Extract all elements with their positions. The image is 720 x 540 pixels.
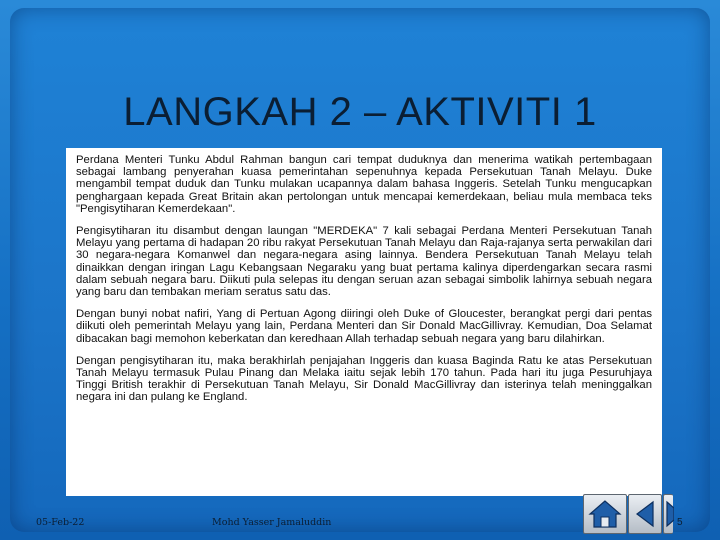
triangle-left-icon bbox=[629, 495, 661, 533]
paragraph-2: Pengisytiharan itu disambut dengan laungan "MERDEKA" 7 kali sebagai Perdana Menteri Persekutuan Tanah Melayu yang pertama di hadapan 20 ribu rakyat Persekutuan Tanah Melayu dan Raja-rajanya serta perwakilan dari 30 negara-negara Komanwel dan negara-negara asing lainnya. Bendera Persekutuan Tanah Melayu telah dinaikkan dengan iringan Lagu Kebangsaan Negaraku yang buat pertama kalinya diperdengarkan secara rasmi dalam sebuah negara baru. Diikuti pula selepas itu dengan seruan azan sebagai simbolik lahirnya sebuah negara yang baru dan tembakan meriam seratus satu das. bbox=[76, 225, 652, 299]
page-number: 5 bbox=[677, 517, 683, 528]
slide-title: LANGKAH 2 – AKTIVITI 1 bbox=[123, 90, 597, 134]
home-icon bbox=[584, 495, 626, 533]
paragraph-1: Perdana Menteri Tunku Abdul Rahman bangun cari tempat duduknya dan menerima watikah pertembagaan sebagai lambang penyerahan kuasa pemerintahan sepenuhnya kepada Persekutuan Tanah Melayu. Duke mengambil tempat duduk dan Tunku mulakan ucapannya dalam bahasa Inggeris. Setelah Tunku mengucapkan penghargaan kepada Great Britain akan pertolongan untuk mencapai kemerdekaan, beliau mula membaca teks "Pengisytiharan Kemerdekaan". bbox=[76, 154, 652, 215]
next-slide-button[interactable] bbox=[663, 494, 673, 534]
home-button[interactable] bbox=[583, 494, 627, 534]
footer-author: Mohd Yasser Jamaluddin bbox=[212, 517, 332, 528]
paragraph-3: Dengan bunyi nobat nafiri, Yang di Pertuan Agong diiringi oleh Duke of Gloucester, berangkat pergi dari pentas diikuti oleh pemerintah Melayu yang lain, Perdana Menteri dan Sir Donald MacGillivray. Kemudian, Doa Selamat dibacakan bagi memohon keberkatan dan keredhaan Allah terhadap sebuah negara yang baru dilahirkan. bbox=[76, 308, 652, 345]
triangle-right-icon bbox=[664, 495, 674, 533]
paragraph-4: Dengan pengisytiharan itu, maka berakhirlah penjajahan Inggeris dan kuasa Baginda Ratu ke atas Persekutuan Tanah Melayu termasuk Pulau Pinang dan Melaka iaitu sejak lebih 170 tahun. Pada hari itu juga Pesuruhjaya Tinggi British terakhir di Persekutuan Tanah Melayu, Sir Donald MacGillivray dan isterinya telah meninggalkan negara ini dan pulang ke England. bbox=[76, 354, 652, 404]
footer-date: 05-Feb-22 bbox=[36, 517, 85, 528]
previous-slide-button[interactable] bbox=[628, 494, 662, 534]
document-panel bbox=[66, 148, 662, 496]
